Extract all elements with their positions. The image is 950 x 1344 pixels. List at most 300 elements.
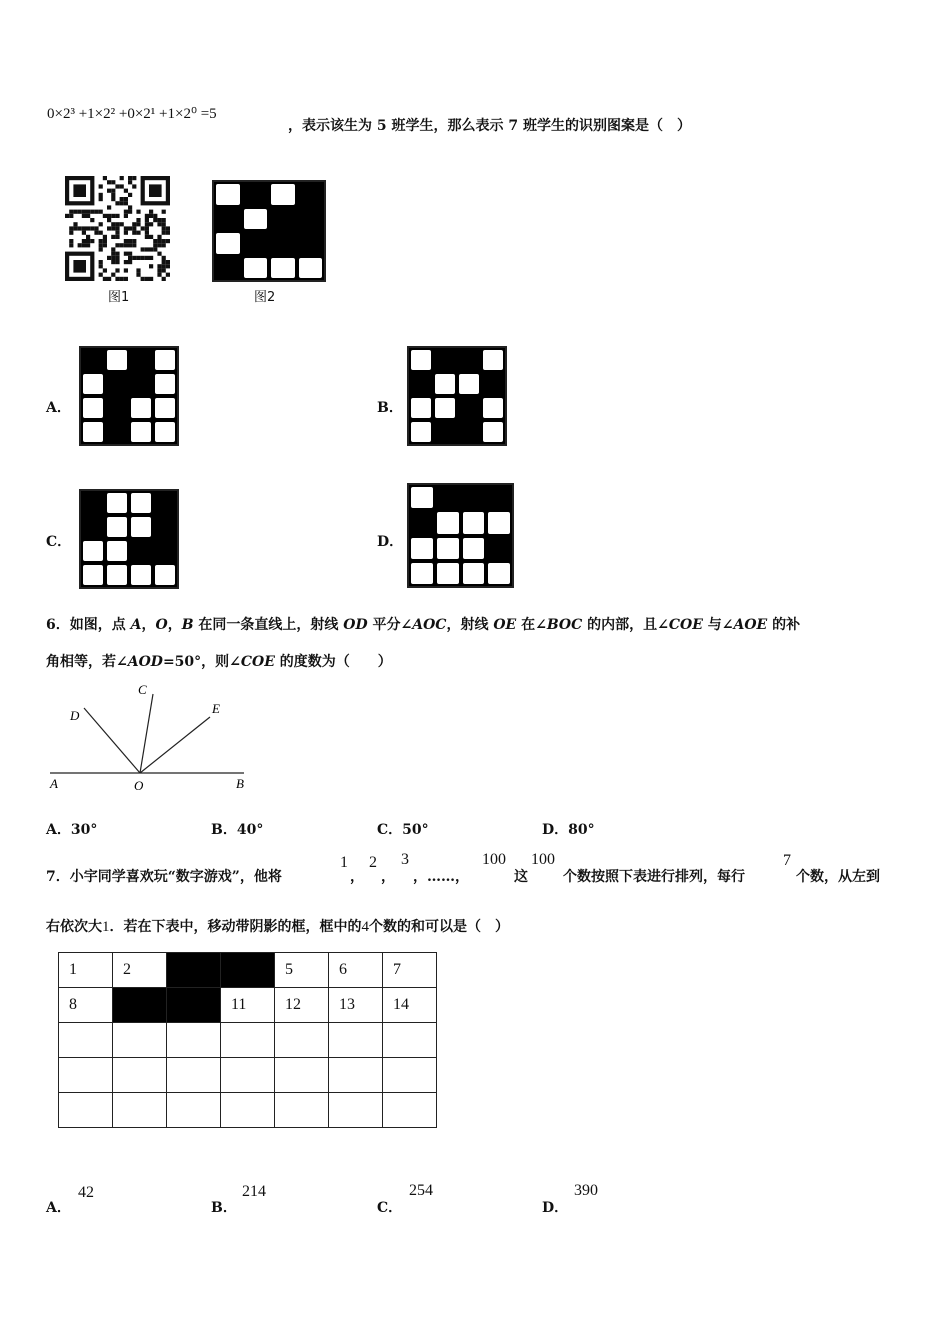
label-a: A [50,776,58,791]
qr-module [162,260,166,264]
black-cell [153,515,177,539]
number-table [58,952,437,1128]
qr-module [149,222,153,226]
qr-module [111,189,115,193]
qr-module [73,260,86,273]
qr-module [162,277,166,281]
qr-module [124,268,128,272]
q6l1-part: OE [493,617,517,633]
black-cell [81,348,105,372]
qr-module [132,226,136,230]
white-cell [410,486,434,509]
table-cell [113,1023,167,1058]
q6l1-part: 6．如图，点 [46,617,131,633]
q7-num-2: 2 [369,854,377,871]
q7-option-a-label[interactable]: A． [46,1200,71,1216]
table-cell [275,1093,329,1128]
qr-module [94,226,98,230]
qr-module [141,256,145,260]
qr-module [157,273,161,277]
qr-module [115,268,119,272]
option-b-label[interactable]: B． [377,400,403,416]
qr-module [90,218,94,222]
qr-module [111,214,115,218]
table-cell [329,1058,383,1093]
qr-module [103,214,107,218]
table-cell [167,1058,221,1093]
qr-module [141,277,145,281]
black-cell [105,372,129,396]
shaded-cell [167,953,221,988]
white-cell [482,421,504,443]
qr-module [107,218,111,222]
qr-module [149,264,153,268]
table-cell [59,1058,113,1093]
table-cell [167,1093,221,1128]
qr-module [115,243,119,247]
white-cell [82,421,104,443]
white-cell [487,511,511,534]
qr-module [82,226,86,230]
table-cell [59,1023,113,1058]
qr-module [111,256,115,260]
qr-module [157,222,161,226]
qr-module [115,231,119,235]
qr-module [107,189,111,193]
qr-module [149,235,153,239]
qr-module [115,214,119,218]
qr-module [115,252,119,256]
qr-module [111,226,115,230]
qr-module [120,197,124,201]
qr-module [145,231,149,235]
qr-module [107,256,111,260]
qr-module [69,226,73,230]
qr-module [149,210,153,214]
qr-module [107,277,111,281]
qr-module [115,184,119,188]
q6-option-b[interactable]: B．40° [211,822,264,838]
ray-oe [140,717,210,773]
white-cell [82,540,104,562]
qr-module [124,189,128,193]
white-cell [106,564,128,586]
white-cell [82,397,104,419]
qr-module [145,277,149,281]
black-cell [81,515,105,539]
qr-module [124,243,128,247]
black-cell [129,372,153,396]
q6l1-part: 平分∠ [367,617,413,633]
q6l1-part: 在∠ [516,617,547,633]
table-cell [113,1093,167,1128]
qr-module [99,264,103,268]
black-cell [297,231,325,256]
q6l1-part: BOC [546,617,583,633]
option-a-label[interactable]: A． [46,400,71,416]
qr-module [120,201,124,205]
qr-module [111,273,115,277]
qr-module [145,247,149,251]
white-cell [82,564,104,586]
qr-module [141,247,145,251]
qr-module [90,239,94,243]
shaded-cell [221,953,275,988]
qr-module [128,226,132,230]
q7-option-c-label[interactable]: C． [377,1200,403,1216]
table-cell: 8 [59,988,113,1023]
black-cell [297,207,325,232]
qr-module [153,243,157,247]
angle-diagram [44,680,254,795]
q7-option-a-value[interactable]: 42 [78,1184,94,1201]
q7-num-100a: 100 [482,851,506,868]
q7-option-b-label[interactable]: B． [211,1200,237,1216]
qr-module [145,226,149,230]
q6l1-part: 的补 [767,617,801,633]
table-cell: 7 [383,953,437,988]
qr-module [120,184,124,188]
q6-line2 [46,651,392,671]
qr-module [82,243,86,247]
black-cell [129,539,153,563]
table-cell [329,1023,383,1058]
white-cell [482,397,504,419]
option-d-pattern[interactable] [407,483,514,588]
qr-module [103,235,107,239]
table-cell [221,1023,275,1058]
qr-module [166,231,170,235]
black-cell [435,485,461,510]
option-c-pattern[interactable] [79,489,179,589]
label-e: E [212,701,220,716]
qr-module [149,256,153,260]
q6-option-c[interactable]: C．50° [377,822,429,838]
qr-module [157,252,161,256]
q6-line1 [46,614,800,634]
qr-module [132,231,136,235]
white-cell [410,537,434,560]
q7-line2 [46,916,509,936]
qr-module [69,210,73,214]
qr-module [115,201,119,205]
option-d-label[interactable]: D． [377,534,404,550]
qr-module [132,222,136,226]
q6l1-part: COE [668,617,703,633]
qr-module [111,247,115,251]
q7-line1-mid: 个数按照下表进行排列，每行 [563,869,745,885]
qr-module [115,226,119,230]
q7-line1-end: 个数，从左到 [796,869,880,885]
qr-module [69,231,73,235]
qr-module [162,256,166,260]
q7-option-c-value[interactable]: 254 [409,1182,433,1199]
black-cell [297,182,325,207]
black-cell [105,420,129,444]
qr-module [136,210,140,214]
table-cell [221,1058,275,1093]
qr-module [69,239,73,243]
table-cell: 1 [59,953,113,988]
qr-module [136,256,140,260]
white-cell [436,537,460,560]
qr-module [124,260,128,264]
qr-module [153,247,157,251]
white-cell [458,373,480,395]
qr-module [78,243,82,247]
black-cell [433,348,457,372]
qr-module [73,226,77,230]
qr-module [157,264,161,268]
white-cell [154,373,176,395]
qr-module [157,268,161,272]
white-cell [130,492,152,514]
qr-module [103,243,107,247]
q7-option-d-label[interactable]: D． [542,1200,569,1216]
white-cell [487,562,511,585]
qr-module [86,235,90,239]
qr-module [162,210,166,214]
qr-module [145,256,149,260]
qr-module [166,226,170,230]
qr-module [86,239,90,243]
qr-module [111,235,115,239]
black-cell [461,485,487,510]
q6l1-part: B [181,617,194,633]
qr-module [124,277,128,281]
qr-module [136,218,140,222]
qr-module [107,180,111,184]
qr-module [128,243,132,247]
qr-module [128,256,132,260]
white-cell [462,537,486,560]
qr-module [99,184,103,188]
qr-module [120,243,124,247]
white-cell [243,257,269,280]
white-cell [215,232,241,255]
table-cell [383,1093,437,1128]
qr-module [162,222,166,226]
qr-module [78,226,82,230]
black-cell [433,420,457,444]
table-cell [275,1058,329,1093]
qr-module [115,277,119,281]
qr-module [124,231,128,235]
black-cell [105,396,129,420]
label-b: B [236,776,244,791]
q7-line2-b: ．若在下表中，移动带阴影的框，框中的 [109,919,362,935]
white-cell [130,421,152,443]
white-cell [130,397,152,419]
white-cell [410,421,432,443]
white-cell [130,516,152,538]
white-cell [106,349,128,371]
qr-module [136,273,140,277]
q6l1-part: 与∠ [702,617,734,633]
qr-module [103,176,107,180]
qr-module [145,218,149,222]
q7-line1-start: 7．小宇同学喜欢玩“数字游戏”，他将 [46,869,282,885]
qr-module [73,222,77,226]
black-cell [242,182,270,207]
white-cell [243,208,269,231]
qr-module [65,214,69,218]
fig1-label: 图1 [108,290,130,305]
black-cell [409,510,435,535]
q7-line2-num1: 1 [102,919,110,935]
qr-code-figure [65,176,175,282]
qr-module [99,273,103,277]
qr-module [141,226,145,230]
q7-num-1: 1 [340,854,348,871]
qr-module [157,243,161,247]
q7-zhe: 这 [514,869,528,885]
table-cell [167,1023,221,1058]
qr-module [128,193,132,197]
q6l1-part: AOE [733,617,768,633]
q7-line2-c: 个数的和可以是（ ） [369,919,509,935]
q6l1-part: O [155,617,168,633]
qr-module [82,210,86,214]
q6l2-part: AOD [127,654,163,670]
q7-line2-num4: 4 [361,919,369,935]
table-cell [383,1023,437,1058]
qr-module [145,214,149,218]
qr-module [107,205,111,209]
white-cell [410,349,432,371]
black-cell [214,256,242,281]
table-cell [113,1058,167,1093]
qr-module [115,235,119,239]
qr-module [111,197,115,201]
white-cell [410,397,432,419]
q6l2-part: 的度数为（ ） [274,654,392,670]
white-cell [436,511,460,534]
table-cell: 2 [113,953,167,988]
table-cell: 6 [329,953,383,988]
black-cell [81,491,105,515]
qr-module [73,210,77,214]
qr-module [162,226,166,230]
table-cell: 12 [275,988,329,1023]
qr-module [128,180,132,184]
qr-module [162,243,166,247]
q6l1-part: ， [141,617,156,633]
qr-module [90,226,94,230]
qr-module [132,239,136,243]
qr-module [149,214,153,218]
qr-module [115,260,119,264]
qr-module [103,277,107,281]
qr-module [69,243,73,247]
qr-module [128,176,132,180]
qr-module [115,256,119,260]
qr-module [99,260,103,264]
q6l1-part: A [130,617,142,633]
q7-num-100b: 100 [531,851,555,868]
qr-module [166,239,170,243]
qr-module [99,243,103,247]
qr-module [162,231,166,235]
white-cell [298,257,324,280]
white-cell [270,183,296,206]
table-cell [59,1093,113,1128]
qr-module [128,239,132,243]
qr-module [82,214,86,218]
black-cell [409,372,433,396]
qr-module [149,184,162,197]
qr-module [132,256,136,260]
q6l1-part: ，射线 [446,617,494,633]
option-b-pattern[interactable] [407,346,507,446]
qr-module [82,239,86,243]
qr-module [111,222,115,226]
black-cell [486,536,512,561]
qr-module [86,226,90,230]
white-cell [82,373,104,395]
q6l2-part: 角相等，若∠ [46,654,128,670]
fig2-pattern-grid [212,180,326,282]
qr-module [153,214,157,218]
qr-module [107,214,111,218]
table-cell [221,1093,275,1128]
black-cell [269,231,297,256]
shaded-cell [167,988,221,1023]
qr-module [111,252,115,256]
qr-module [99,247,103,251]
qr-module [124,210,128,214]
black-cell [269,207,297,232]
qr-module [120,176,124,180]
q6-option-a[interactable]: A．30° [46,822,98,838]
qr-module [153,239,157,243]
white-cell [434,397,456,419]
white-cell [154,349,176,371]
q7-num-3: 3 [401,851,409,868]
q7-num-7: 7 [783,852,791,869]
q7-option-b-value[interactable]: 214 [242,1183,266,1200]
qr-module [107,226,111,230]
shaded-cell [113,988,167,1023]
qr-module [132,243,136,247]
qr-module [86,214,90,218]
qr-module [78,210,82,214]
black-cell [457,348,481,372]
qr-module [120,277,124,281]
qr-module [115,222,119,226]
qr-module [149,247,153,251]
q6l1-part: OD [343,617,368,633]
option-c-label[interactable]: C． [46,534,72,550]
table-cell: 14 [383,988,437,1023]
qr-module [128,252,132,256]
q7-option-d-value[interactable]: 390 [574,1182,598,1199]
qr-module [124,201,128,205]
white-cell [270,257,296,280]
ray-oc [140,694,153,773]
qr-module [94,231,98,235]
qr-module [145,222,149,226]
table-cell [275,1023,329,1058]
option-a-pattern[interactable] [79,346,179,446]
white-cell [154,564,176,586]
qr-module [111,180,115,184]
qr-module [120,222,124,226]
qr-module [86,210,90,214]
q6-option-d[interactable]: D．80° [542,822,595,838]
white-cell [462,511,486,534]
qr-module [132,176,136,180]
